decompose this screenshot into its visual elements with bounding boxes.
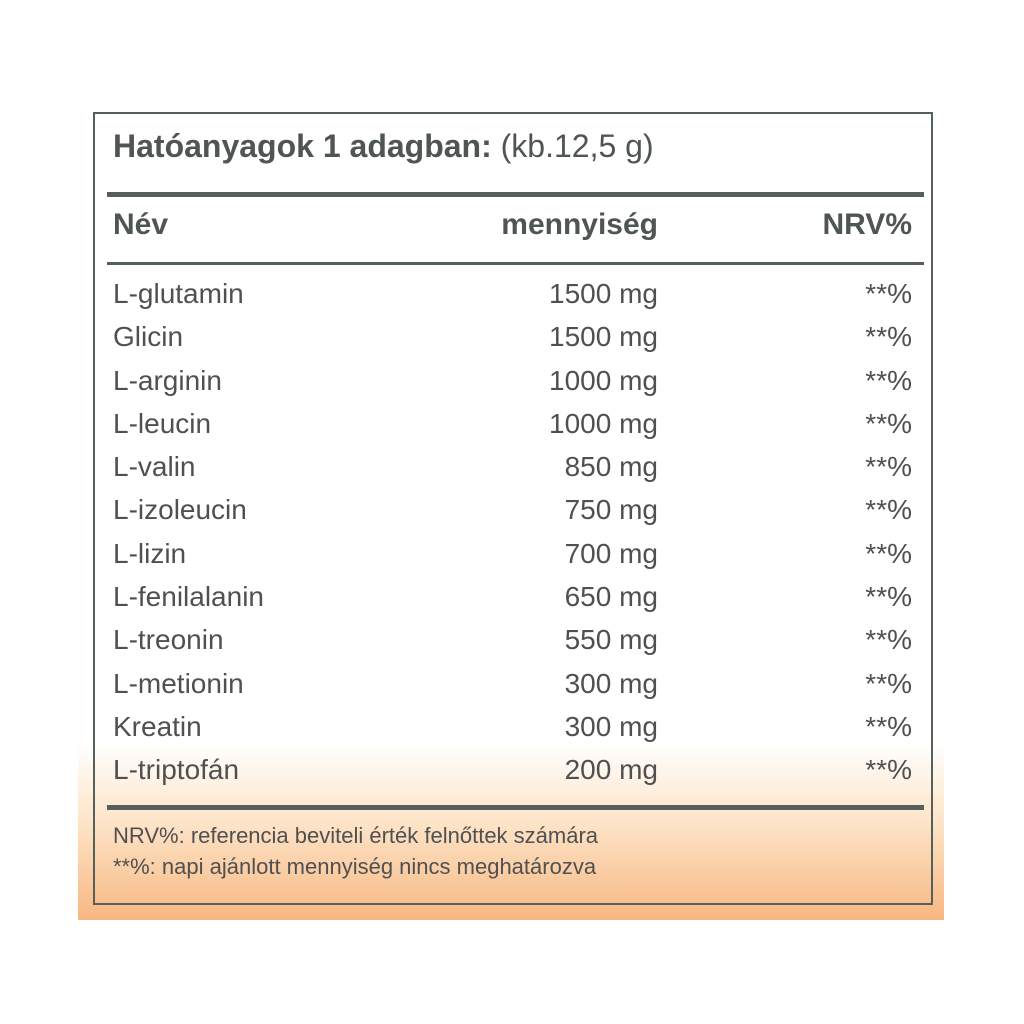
cell-nrv: **% — [865, 494, 912, 526]
table-row — [0, 490, 1024, 533]
cell-name: L-lizin — [113, 537, 187, 569]
cell-name: L-metionin — [113, 667, 244, 699]
cell-nrv: **% — [865, 451, 912, 483]
table-row — [0, 317, 1024, 360]
cell-nrv: **% — [865, 624, 912, 656]
cell-quantity: 850 mg — [564, 451, 658, 483]
table-title — [113, 126, 654, 166]
table-row — [0, 274, 1024, 317]
cell-quantity: 750 mg — [564, 494, 658, 526]
cell-quantity: 1500 mg — [549, 278, 658, 309]
table-row — [0, 664, 1024, 707]
table-row — [0, 404, 1024, 447]
cell-quantity: 550 mg — [564, 624, 658, 656]
cell-name: L-glutamin — [113, 278, 244, 309]
cell-quantity: 1000 mg — [549, 364, 658, 396]
cell-quantity: 650 mg — [564, 581, 658, 613]
table-row — [0, 577, 1024, 620]
cell-nrv: **% — [865, 754, 912, 786]
cell-name: L-izoleucin — [113, 494, 247, 526]
cell-quantity: 200 mg — [564, 754, 658, 786]
footer-divider — [107, 805, 924, 810]
table-row — [0, 750, 1024, 793]
header-divider — [107, 262, 924, 265]
header-nrv: NRV% — [822, 208, 912, 241]
cell-nrv: **% — [865, 581, 912, 613]
header-name: Név — [113, 208, 169, 241]
footnote-stars: **%: napi ajánlott mennyiség nincs meghatározva — [113, 854, 597, 879]
cell-name: L-valin — [113, 451, 196, 483]
cell-quantity: 300 mg — [564, 667, 658, 699]
table-row — [0, 620, 1024, 663]
cell-name: Kreatin — [113, 710, 202, 742]
cell-quantity: 300 mg — [564, 710, 658, 742]
title-main: Hatóanyagok 1 adagban: — [113, 128, 492, 164]
cell-name: L-leucin — [113, 407, 212, 439]
cell-name: L-triptofán — [113, 754, 240, 786]
title-serving: (kb.12,5 g) — [500, 128, 654, 164]
cell-name: L-treonin — [113, 624, 224, 656]
table-row — [0, 447, 1024, 490]
cell-nrv: **% — [865, 321, 912, 353]
cell-nrv: **% — [865, 667, 912, 699]
cell-quantity: 700 mg — [564, 537, 658, 569]
cell-nrv: **% — [865, 407, 912, 439]
cell-name: L-arginin — [113, 364, 222, 396]
cell-nrv: **% — [865, 710, 912, 742]
cell-name: L-fenilalanin — [113, 581, 264, 613]
cell-quantity: 1500 mg — [549, 321, 658, 353]
table-row — [0, 534, 1024, 577]
table-row — [0, 707, 1024, 750]
header-quantity: mennyiség — [501, 208, 658, 241]
cell-nrv: **% — [865, 278, 912, 309]
cell-nrv: **% — [865, 537, 912, 569]
cell-name: Glicin — [113, 321, 184, 353]
ingredient-list — [0, 274, 1024, 794]
cell-nrv: **% — [865, 364, 912, 396]
cell-quantity: 1000 mg — [549, 407, 658, 439]
title-divider — [107, 192, 924, 197]
table-row — [0, 361, 1024, 404]
footnote-nrv: NRV%: referencia beviteli érték felnőttek számára — [113, 823, 599, 848]
